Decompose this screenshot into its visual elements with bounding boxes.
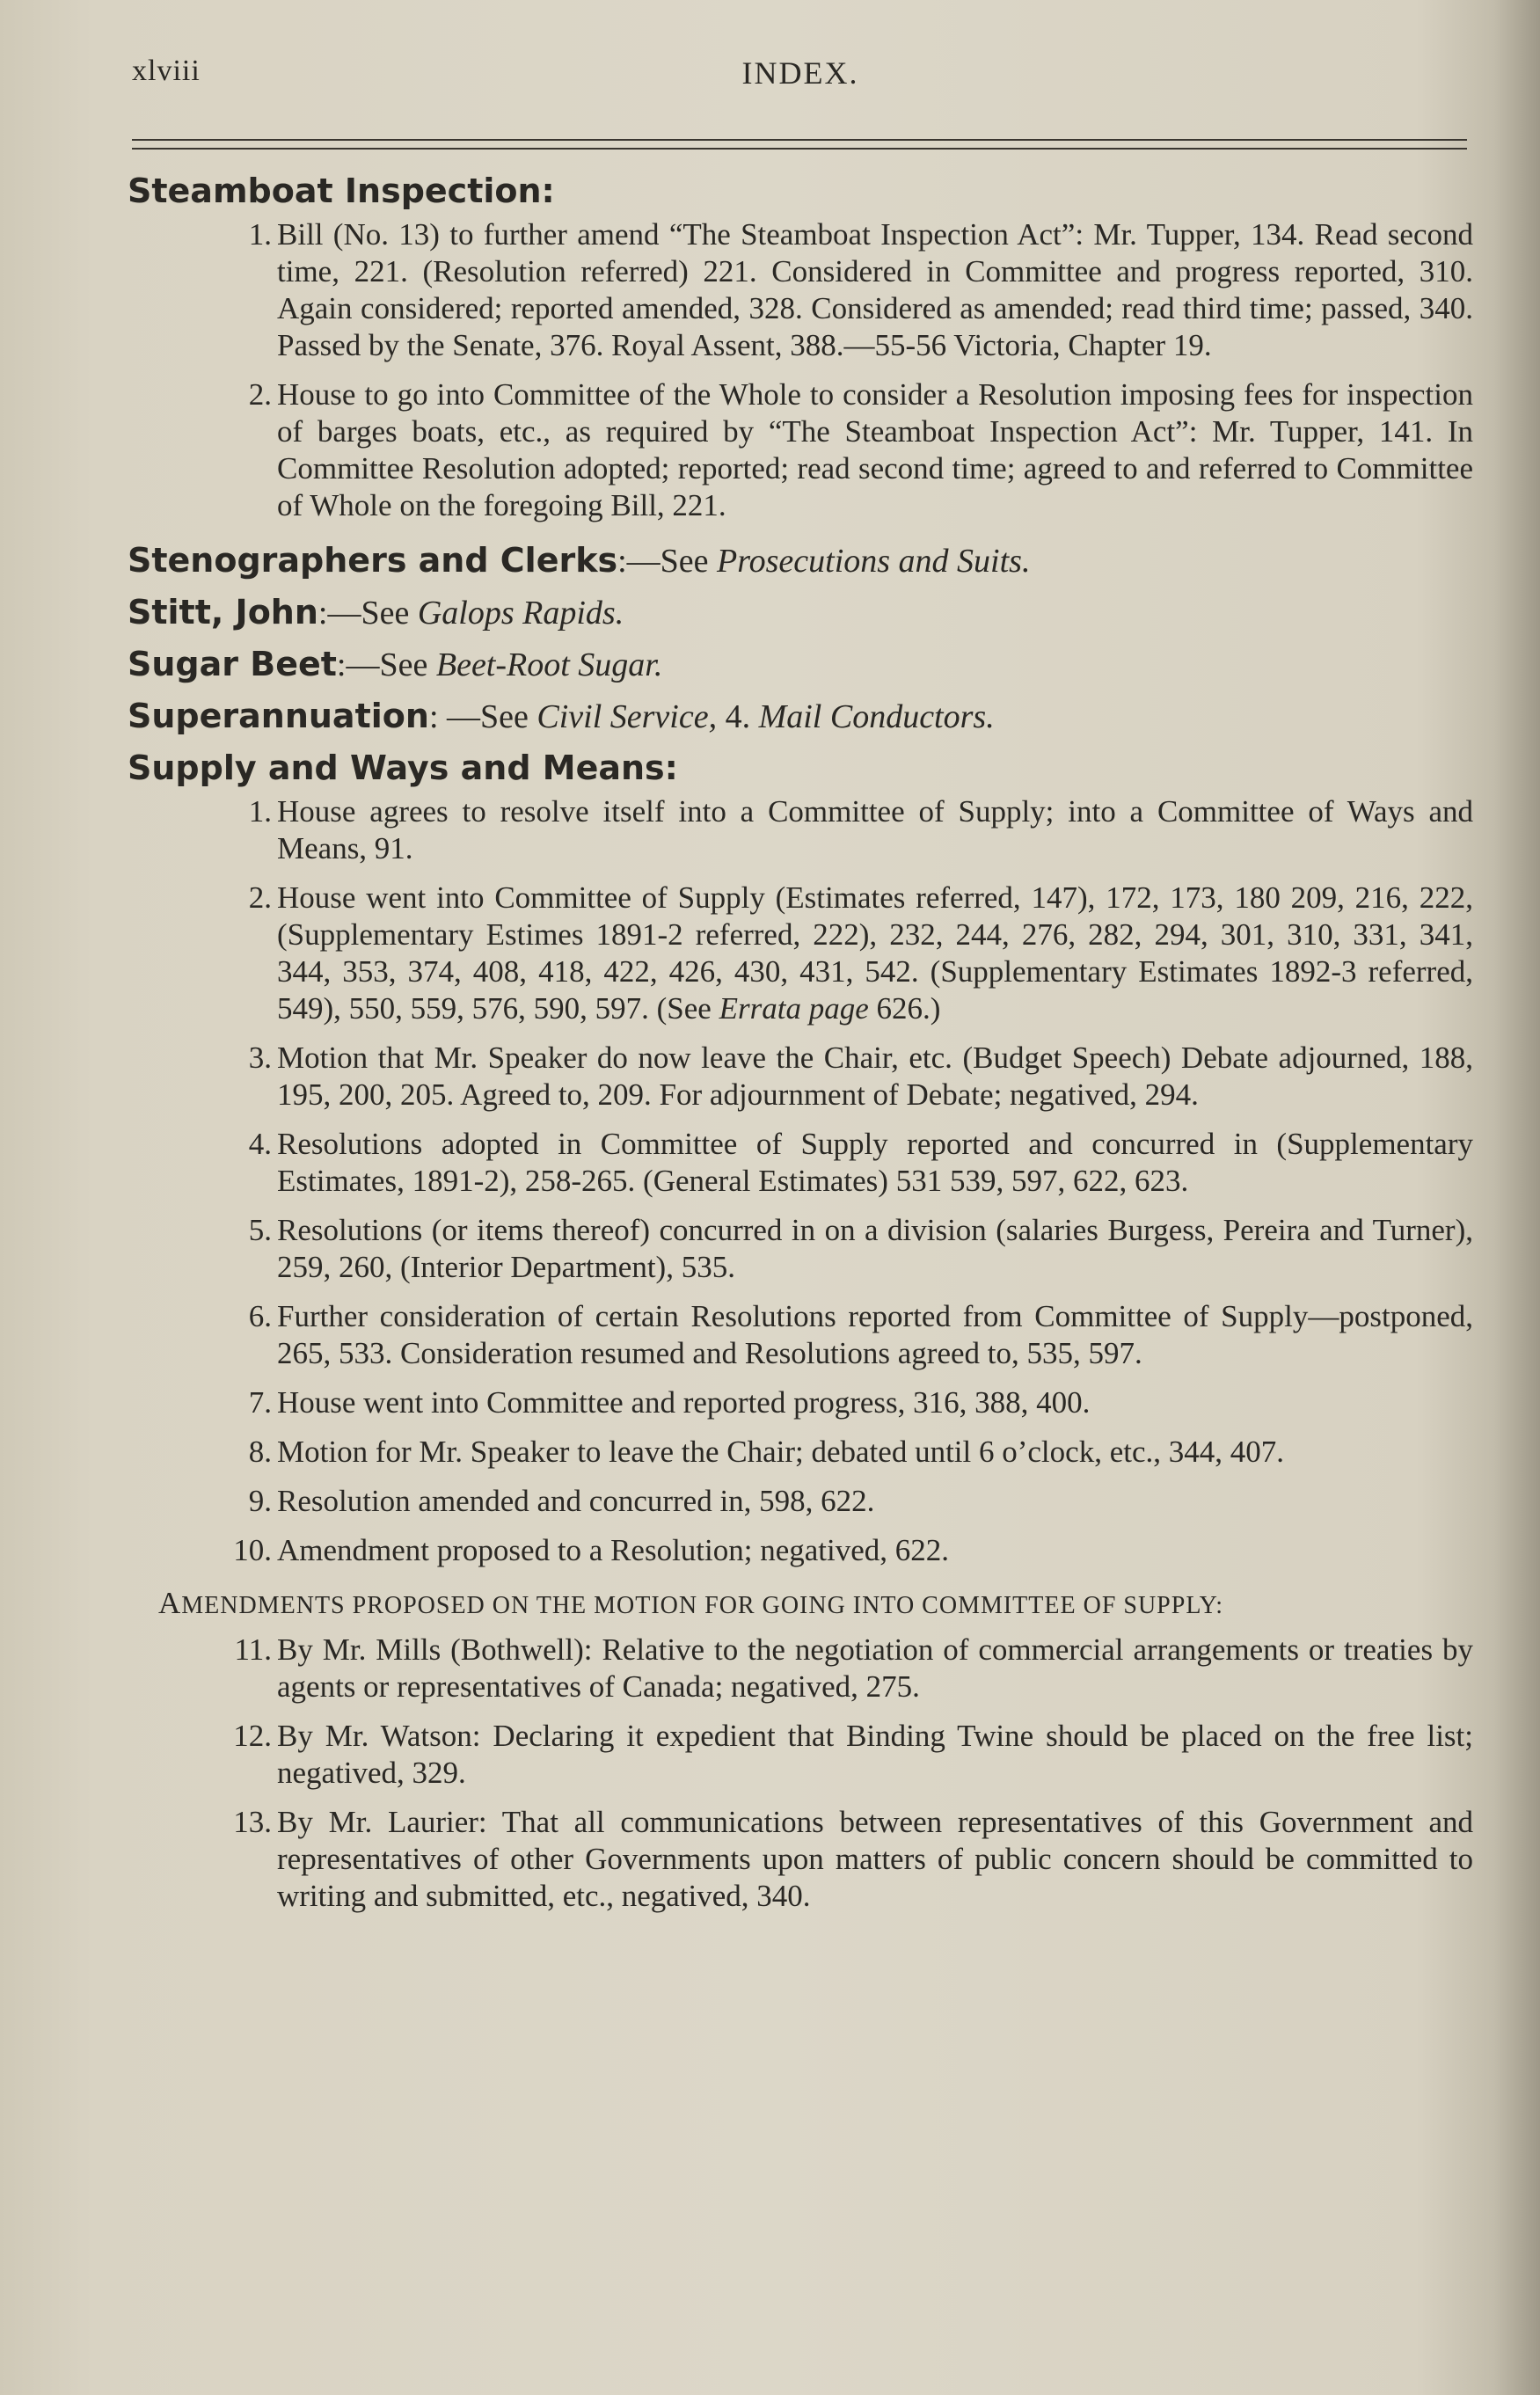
item-text: Motion for Mr. Speaker to leave the Chair; debated until 6 o’clock, etc., 344, 407. <box>277 1435 1284 1469</box>
item-number: 2 . <box>200 880 272 916</box>
see-label: :—See <box>317 595 410 632</box>
item-number: 11 . <box>200 1632 272 1668</box>
cross-reference: Mail Conductors. <box>758 698 995 735</box>
item-text: House went into Committee of Supply (Estimates referred, 147), 172, 173, 180 209, 216, 222, (Supplementary Estimes 1891-2 referred, 222), 232, 244, 276, 282, 294, 301, 310, 331, 341, 344, 353, 374, 408, 418, 422, 426, 430, 431, 542. (Supplementary Estimates 1892-3 referred, 549), 550, 559, 576, 590, 597. (See <box>277 880 1473 1026</box>
item-number: 4 . <box>200 1126 272 1163</box>
list-item <box>128 1040 1473 1114</box>
page-title: INDEX. <box>741 55 859 91</box>
item-text: House to go into Committee of the Whole to consider a Resolution imposing fees for inspection of barges boats, etc., as required by “The Steamboat Inspection Act”: Mr. Tupper, 141. In Committee Resolution adopted; reported; read second time; agreed to and referred to Committee of Whole on the foregoing Bill, 221. <box>277 377 1473 522</box>
see-label: : —See <box>428 698 529 735</box>
list-item <box>128 1718 1473 1792</box>
item-number: 8 . <box>200 1434 272 1471</box>
item-text: Motion that Mr. Speaker do now leave the Chair, etc. (Budget Speech) Debate adjourned, 188, 195, 200, 205. Agreed to, 209. For adjournment of Debate; negatived, 294. <box>277 1041 1473 1112</box>
cross-reference: Errata page <box>719 991 869 1026</box>
list-item <box>128 1632 1473 1705</box>
item-text: By Mr. Laurier: That all communications between representatives of this Government and representatives of other Governments upon matters of public concern should be committed to writing and submitted, etc., negatived, 340. <box>277 1805 1473 1913</box>
list-item <box>128 1212 1473 1286</box>
cross-reference: Prosecutions and Suits. <box>717 543 1031 580</box>
see-label: :—See <box>336 646 428 683</box>
cross-reference: Civil Service, <box>536 698 718 735</box>
list-item <box>128 1483 1473 1520</box>
entry-stenographers <box>128 542 1473 580</box>
list-item <box>128 216 1473 364</box>
supply-items <box>128 793 1473 1569</box>
entry-stitt-john <box>128 594 1473 632</box>
item-number: 2 . <box>200 376 272 413</box>
item-text: House went into Committee and reported progress, 316, 388, 400. <box>277 1385 1091 1420</box>
entry-term: Sugar Beet <box>128 645 337 683</box>
heading-steamboat-inspection: Steamboat Inspection: <box>128 172 555 210</box>
item-number: 13 . <box>200 1804 272 1841</box>
page-header <box>132 55 1469 107</box>
reference-number: 4. <box>717 698 759 735</box>
entry-term: Stenographers and Clerks <box>128 541 618 580</box>
item-number: 9 . <box>200 1483 272 1520</box>
item-text: Bill (No. 13) to further amend “The Steamboat Inspection Act”: Mr. Tupper, 134. Read second time, 221. (Resolution referred) 221. Considered in Committee and progress reported, 310. Again considered; reported amended, 328. Considered as amended; read third time; passed, 340. Passed by the Senate, 376. Royal Assent, 388.—55-56 Victoria, Chapter 19. <box>277 217 1473 362</box>
list-item <box>128 1434 1473 1471</box>
entry-superannuation <box>128 697 1473 735</box>
item-text: Resolutions (or items thereof) concurred in on a division (salaries Burgess, Pereira and Turner), 259, 260, (Interior Department), 535. <box>277 1213 1473 1284</box>
amendment-items <box>128 1632 1473 1915</box>
heading-supply-ways-means: Supply and Ways and Means: <box>128 748 678 787</box>
list-item <box>128 793 1473 867</box>
item-number: 1 . <box>200 793 272 830</box>
item-text: By Mr. Mills (Bothwell): Relative to the negotiation of commercial arrangements or treaties by agents or representatives of Canada; negatived, 275. <box>277 1632 1473 1704</box>
item-text: Amendment proposed to a Resolution; negatived, 622. <box>277 1533 950 1567</box>
list-item <box>128 1384 1473 1421</box>
list-item <box>128 1532 1473 1569</box>
item-text: House agrees to resolve itself into a Committee of Supply; into a Committee of Ways and Means, 91. <box>277 794 1473 865</box>
item-text: By Mr. Watson: Declaring it expedient that Binding Twine should be placed on the free list; negatived, 329. <box>277 1719 1473 1790</box>
subheading-amendments: AMENDMENTS PROPOSED ON THE MOTION FOR GOING INTO COMMITTEE OF SUPPLY: <box>158 1586 1224 1620</box>
item-number: 10 . <box>200 1532 272 1569</box>
item-number: 7 . <box>200 1384 272 1421</box>
header-double-rule <box>132 139 1467 150</box>
page-number: xlviii <box>132 55 201 87</box>
list-item <box>128 1804 1473 1915</box>
item-text: Resolutions adopted in Committee of Supply reported and concurred in (Supplementary Estimates, 1891-2), 258-265. (General Estimates) 531 539, 597, 622, 623. <box>277 1127 1473 1198</box>
item-number: 12 . <box>200 1718 272 1755</box>
entry-sugar-beet <box>128 646 1473 683</box>
list-item <box>128 1126 1473 1200</box>
item-text: Further consideration of certain Resolutions reported from Committee of Supply—postponed, 265, 533. Consideration resumed and Resolutions agreed to, 535, 597. <box>277 1299 1473 1370</box>
list-item <box>128 880 1473 1027</box>
index-content <box>128 172 1473 1927</box>
item-text: Resolution amended and concurred in, 598, 622. <box>277 1484 875 1518</box>
list-item <box>128 376 1473 524</box>
item-number: 1 . <box>200 216 272 253</box>
item-number: 6 . <box>200 1298 272 1335</box>
see-label: :—See <box>617 543 709 580</box>
entry-term: Stitt, John <box>128 593 318 632</box>
item-number: 5 . <box>200 1212 272 1249</box>
cross-reference: Beet-Root Sugar. <box>435 646 663 683</box>
item-text-tail: 626.) <box>868 991 941 1026</box>
entry-term: Superannuation <box>128 697 429 735</box>
cross-reference: Galops Rapids. <box>417 595 624 632</box>
list-item <box>128 1298 1473 1372</box>
item-number: 3 . <box>200 1040 272 1077</box>
steamboat-items <box>128 216 1473 524</box>
